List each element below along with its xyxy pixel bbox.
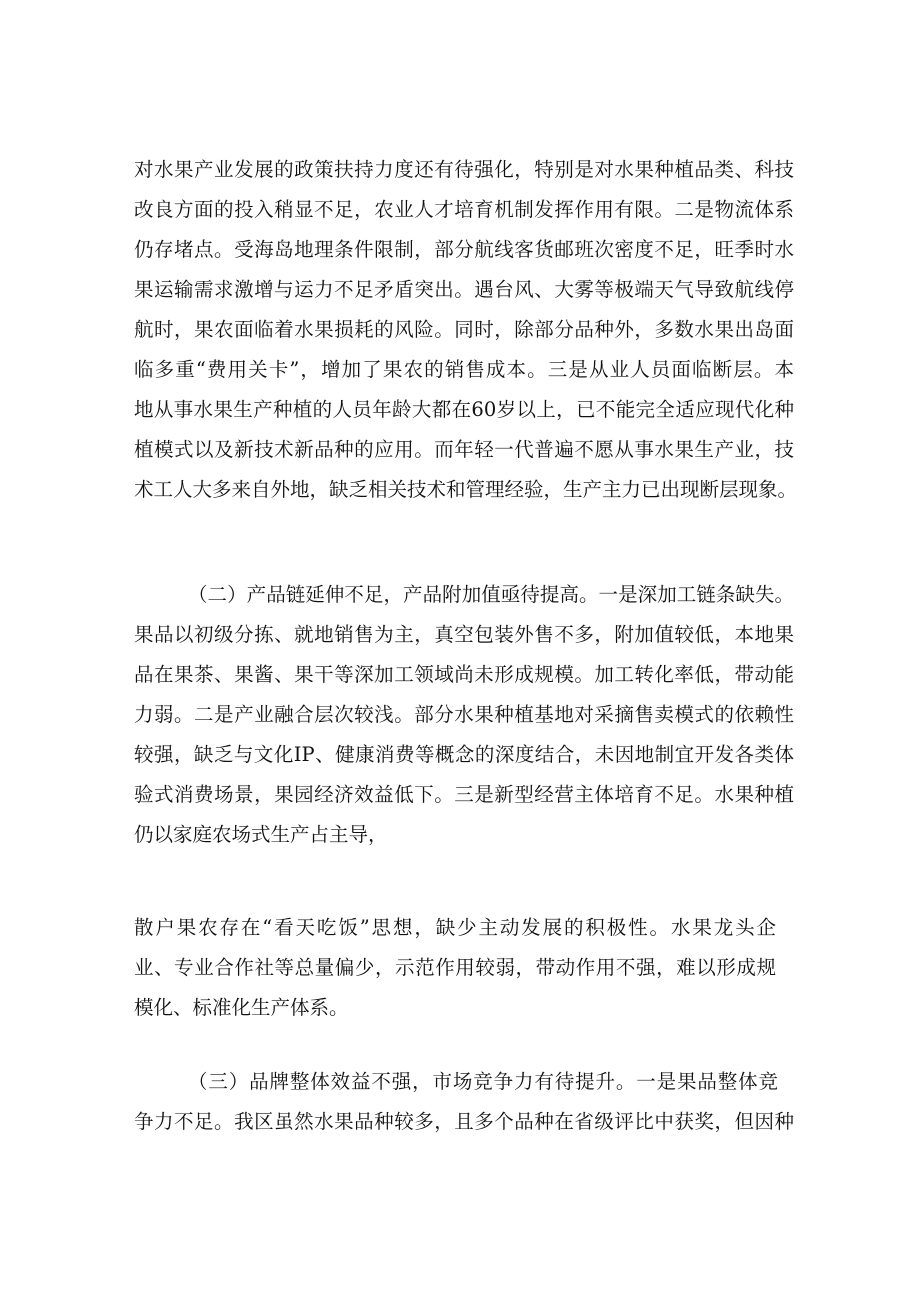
paragraph-line: 散户果农存在“看天吃饭”思想，缺少主动发展的积极性。水果龙头企 [134, 916, 776, 939]
paragraph-line: 仍存堵点。受海岛地理条件限制，部分航线客货邮班次密度不足，旺季时水 [134, 238, 794, 261]
paragraph-line: 植模式以及新技术新品种的应用。而年轻一代普遍不愿从事水果生产业，技 [134, 438, 794, 461]
paragraph-line: 较强，缺乏与文化IP、健康消费等概念的深度结合，未因地制宜开发各类体 [134, 743, 794, 766]
paragraph-line: 验式消费场景，果园经济效益低下。三是新型经营主体培育不足。水果种植 [134, 783, 794, 806]
paragraph-line: 力弱。二是产业融合层次较浅。部分水果种植基地对采摘售卖模式的依赖性 [134, 703, 794, 726]
paragraph-line: 术工人大多来自外地，缺乏相关技术和管理经验，生产主力已出现断层现象。 [134, 478, 798, 501]
paragraph-brand-benefit [134, 1062, 794, 1142]
paragraph-scattered-farmers [134, 908, 776, 1028]
paragraph-line: 地从事水果生产种植的人员年龄大都在60岁以上，已不能完全适应现代化种 [134, 398, 794, 421]
paragraph-line: 仍以家庭农场式生产占主导， [134, 823, 388, 846]
paragraph-product-chain [134, 575, 794, 855]
paragraph-line: 品在果茶、果酱、果干等深加工领域尚未形成规模。加工转化率低，带动能 [134, 663, 794, 686]
paragraph-line: 临多重“费用关卡”，增加了果农的销售成本。三是从业人员面临断层。本 [134, 358, 794, 381]
paragraph-line: 果品以初级分拣、就地销售为主，真空包装外售不多，附加值较低，本地果 [134, 623, 794, 646]
paragraph-line: （三）品牌整体效益不强，市场竞争力有待提升。一是果品整体竞 [188, 1070, 778, 1093]
paragraph-line: 争力不足。我区虽然水果品种较多，且多个品种在省级评比中获奖，但因种 [134, 1110, 794, 1133]
paragraph-line: 果运输需求激增与运力不足矛盾突出。遇台风、大雾等极端天气导致航线停 [134, 278, 794, 301]
paragraph-line: 对水果产业发展的政策扶持力度还有待强化，特别是对水果种植品类、科技 [134, 158, 794, 181]
paragraph-line: 航时，果农面临着水果损耗的风险。同时，除部分品种外，多数水果出岛面 [134, 318, 794, 341]
paragraph-line: （二）产品链延伸不足，产品附加值亟待提高。一是深加工链条缺失。 [188, 583, 794, 606]
paragraph-line: 改良方面的投入稍显不足，农业人才培育机制发挥作用有限。二是物流体系 [134, 198, 794, 221]
paragraph-line: 业、专业合作社等总量偏少，示范作用较弱，带动作用不强，难以形成规 [134, 956, 776, 979]
paragraph-policy-logistics-personnel [134, 150, 798, 510]
paragraph-line: 模化、标准化生产体系。 [134, 996, 349, 1019]
